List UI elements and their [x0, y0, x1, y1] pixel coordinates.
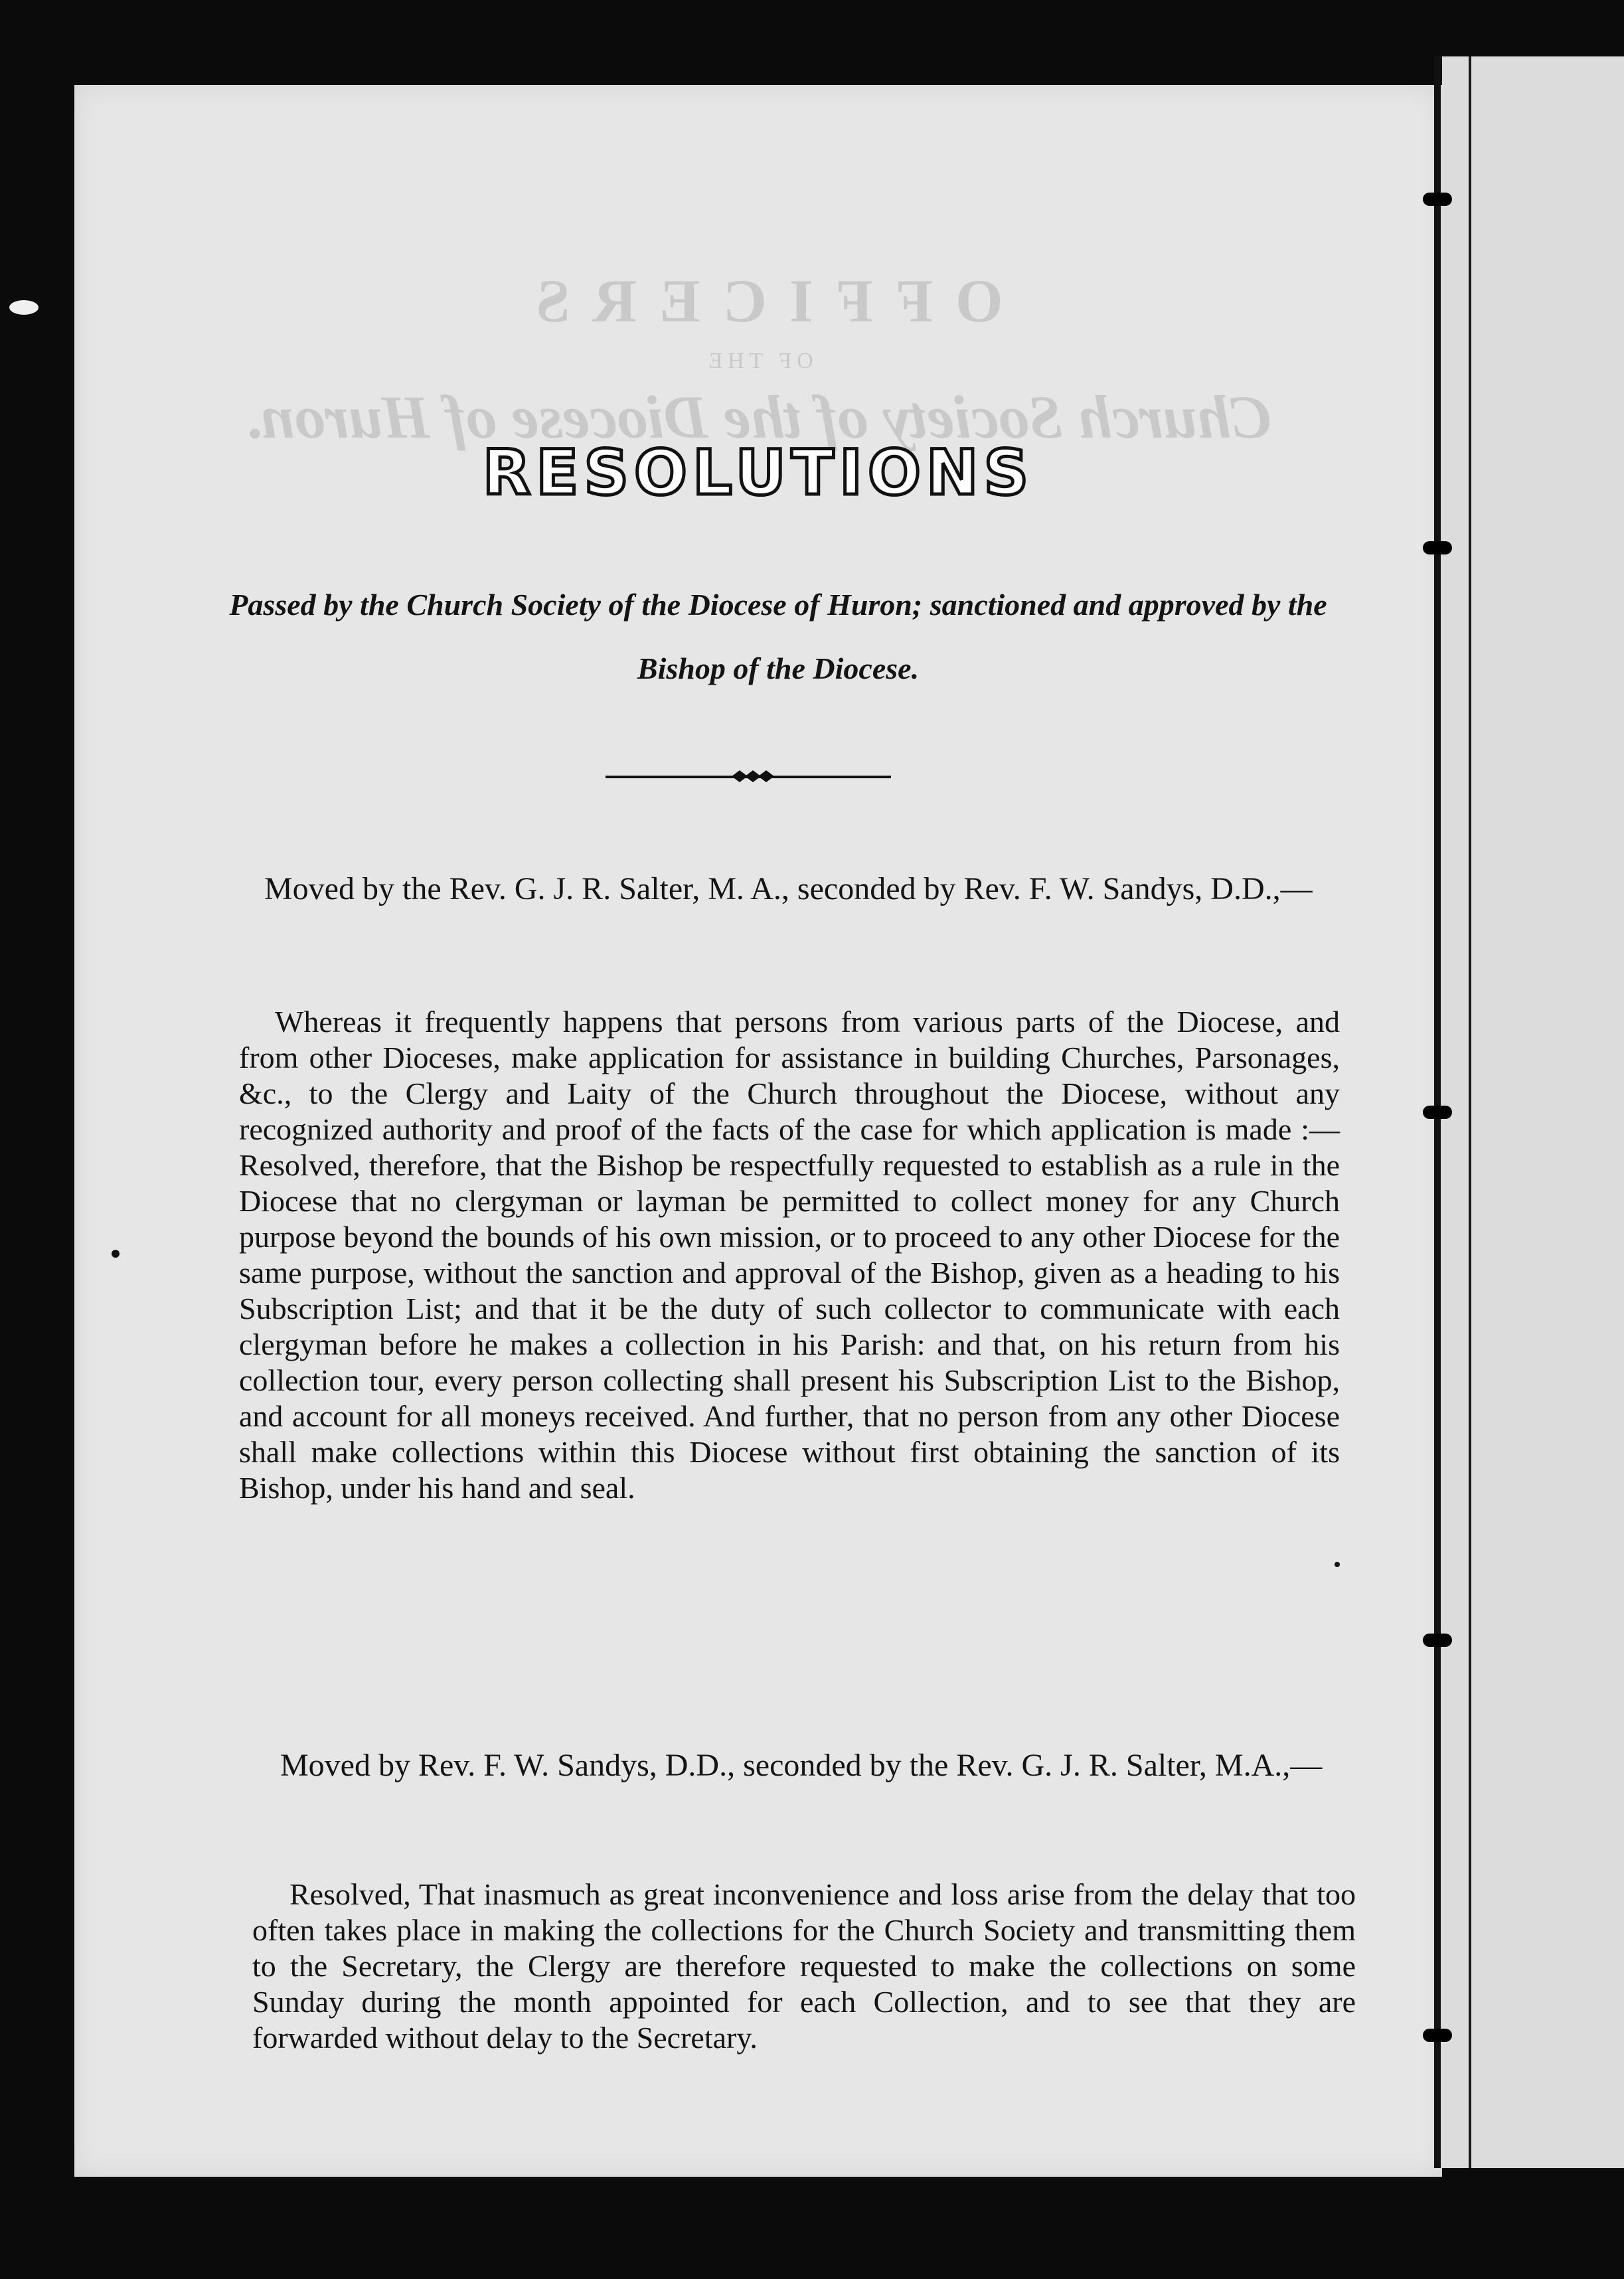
- rule-ornament: [725, 766, 778, 786]
- bleed-through-heading: OFFICERS: [513, 267, 1003, 335]
- motion-2-text: Resolved, That inasmuch as great inconvenience and loss arise from the delay that too often takes place in making the collections for the Church Society and transmitting them to the Secretary, the Clergy are therefore requested to make the collections on some Sunday during the month appointed for each Collection, and to see that they are forwarded without delay to the Secretary.: [252, 1877, 1356, 2055]
- binding-stitch: [1423, 193, 1452, 206]
- binding-stitch: [1423, 541, 1452, 554]
- motion-1-text: Whereas it frequently happens that persons from various parts of the Diocese, and from other Dioceses, make application for assistance in building Churches, Parsonages, &c., to the Clergy and Laity of the Church throughout the Diocese, without any recognized authority and proof of the facts of the case for which application is made :—Resolved, therefore, that the Bishop be respectfully requested to establish as a rule in the Diocese that no clergyman or layman be permitted to collect money for any Church purpose beyond the bounds of his own mission, or to proceed to any other Diocese for the same purpose, without the sanction and approval of the Bishop, given as a heading to his Subscription List; and that it be the duty of such collector to communicate with each clergyman before he makes a collection in his Parish: and that, on his return from his collection tour, every person collecting shall present his Subscription List to the Bishop, and account for all moneys received. And further, that no person from any other Diocese shall make collections within this Diocese without first obtaining the sanction of its Bishop, under his hand and seal.: [239, 1005, 1340, 1505]
- page-title: RESOLUTIONS: [482, 437, 1034, 509]
- bleed-through-of-the: OF THE: [703, 349, 813, 373]
- binding-stitch: [1423, 1634, 1452, 1647]
- bleed-through-society: Church Society of the Diocese of Huron.: [244, 383, 1272, 451]
- margin-speck: [1335, 1562, 1340, 1567]
- margin-speck: [112, 1250, 120, 1258]
- page-subtitle: Passed by the Church Society of the Diocese of Huron; sanctioned and approved by the Bishop of the Diocese.: [229, 588, 1327, 685]
- binding-stitch: [1423, 2029, 1452, 2042]
- binding-edge: [1469, 56, 1471, 2168]
- motion-2-moved-by: Moved by Rev. F. W. Sandys, D.D., seconded by the Rev. G. J. R. Salter, M.A.,—: [280, 1748, 1323, 1783]
- margin-speck: [9, 300, 39, 315]
- motion-1-moved-by: Moved by the Rev. G. J. R. Salter, M. A., seconded by Rev. F. W. Sandys, D.D.,—: [264, 871, 1313, 906]
- binding-stitch: [1423, 1106, 1452, 1119]
